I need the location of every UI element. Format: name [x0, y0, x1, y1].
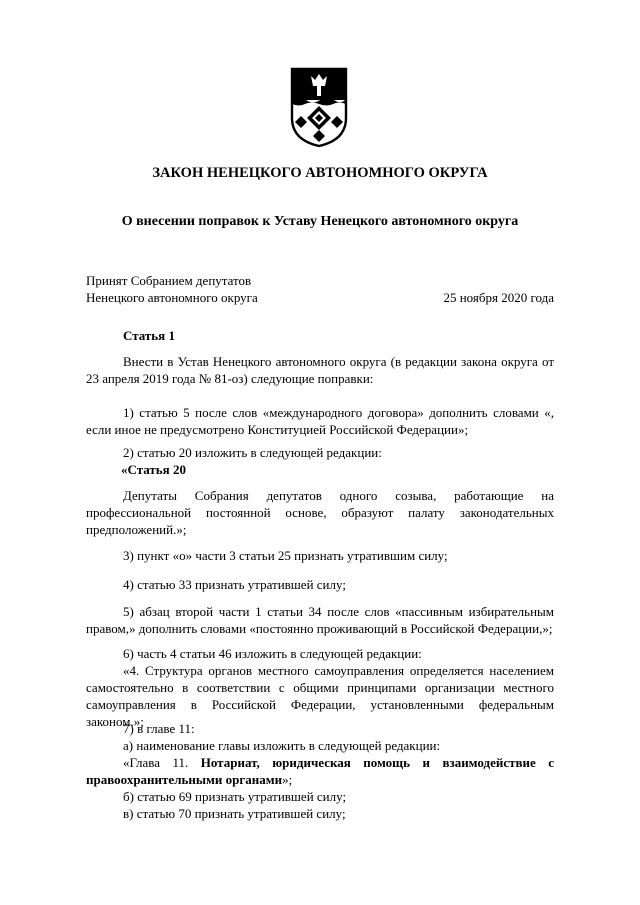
amendment-7a: а) наименование главы изложить в следующей редакции: [123, 738, 441, 753]
law-title: ЗАКОН НЕНЕЦКОГО АВТОНОМНОГО ОКРУГА [152, 165, 488, 181]
amendment-6-body: «4. Структура органов местного самоуправления определяется населением самостоятельно в соответствии с общими принципами организации местного самоуправления в Российской Федерации, установленными федеральным законом.»; [86, 663, 554, 729]
adoption-info [86, 272, 386, 306]
chapter-suffix: »; [282, 772, 293, 787]
law-subtitle: О внесении поправок к Уставу Ненецкого автономного округа [121, 214, 519, 229]
chapter-prefix: «Глава 11. [123, 755, 189, 770]
adopted-by-line2: Ненецкого автономного округа [86, 290, 258, 305]
amendment-6-intro: 6) часть 4 статьи 46 изложить в следующей редакции: [123, 646, 422, 661]
adoption-date: 25 ноября 2020 года [443, 290, 554, 305]
coat-of-arms-emblem [289, 66, 349, 148]
amendment-5: 5) абзац второй части 1 статьи 34 после слов «пассивным избирательным правом,» дополнить словами «постоянно проживающий в Российской Федерации,»; [86, 604, 554, 636]
coat-of-arms-icon [289, 66, 349, 148]
amendment-1: 1) статью 5 после слов «международного договора» дополнить словами «, если иное не предусмотрено Конституцией Российской Федерации»; [86, 405, 554, 437]
amendment-7a-chapter-title [86, 754, 554, 788]
amendment-3: 3) пункт «о» части 3 статьи 25 признать утратившим силу; [123, 548, 448, 563]
amendment-2-heading: «Статья 20 [121, 462, 186, 477]
amendment-7-intro: 7) в главе 11: [123, 721, 195, 736]
amendment-2-intro: 2) статью 20 изложить в следующей редакции: [123, 445, 382, 460]
amendment-7c: в) статью 70 признать утратившей силу; [123, 806, 346, 821]
chapter-name: Нотариат, юридическая помощь и взаимодействие с правоохранительными органами [86, 755, 554, 787]
amendment-7b: б) статью 69 признать утратившей силу; [123, 789, 347, 804]
article-heading: Статья 1 [123, 328, 175, 343]
amendment-4: 4) статью 33 признать утратившей силу; [123, 577, 346, 592]
article-intro: Внести в Устав Ненецкого автономного округа (в редакции закона округа от 23 апреля 2019 года № 81-оз) следующие поправки: [86, 354, 554, 386]
amendment-2-body: Депутаты Собрания депутатов одного созыва, работающие на профессиональной постоянной основе, образуют палату законодательных предположений.»; [86, 488, 554, 537]
adopted-by-line1: Принят Собранием депутатов [86, 273, 252, 288]
